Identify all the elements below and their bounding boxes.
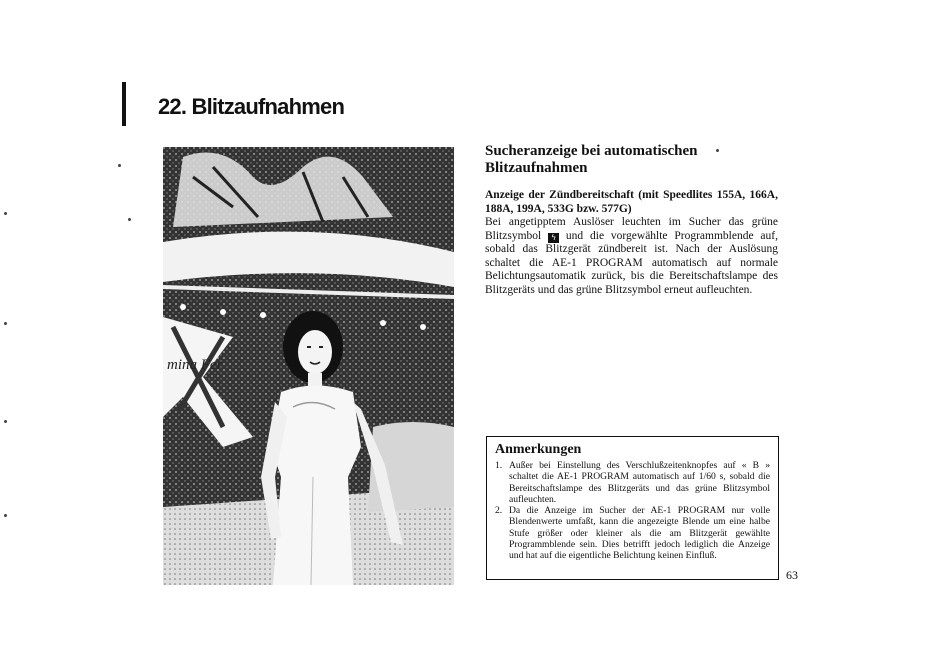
scan-speck [118,164,121,167]
sign-lettering: mina Fer [167,357,223,373]
right-column [485,143,778,297]
note-item [495,505,770,561]
note-number: 1. [495,460,503,471]
scan-speck [4,322,7,325]
scan-speck [4,514,7,517]
chapter-marker-bar [122,82,126,126]
page-number: 63 [786,568,798,582]
chapter-title: 22. Blitzaufnahmen [158,94,345,119]
section-title: Sucheranzeige bei automatischen Blitzaufnahmen [485,143,698,176]
notes-list [495,460,770,562]
flash-photo [163,147,454,585]
notes-title: Anmerkungen [495,442,582,457]
lightning-icon: ϟ [548,233,559,243]
notes-box [486,436,779,580]
note-text: Da die Anzeige im Sucher der AE-1 PROGRAM nur volle Blendenwerte umfaßt, kann die angezeigte Blende um eine halbe Stufe größer oder kleiner als die am Blitzgerät gewählte Programmblende sein. Dies betrifft jedoch lediglich die Anzeige und hat auf die eigentliche Belichtung keinen Einfluß. [509,505,770,562]
note-text: Außer bei Einstellung des Verschlußzeitenknopfes auf « B » schaltet die AE-1 PROGRAM automatisch auf 1/60 s, sobald die Bereitschaftslampe des Blitzgeräts und das grüne Blitzsymbol aufleuchten. [509,460,770,505]
note-number: 2. [495,505,503,517]
body-text-part-2: und die vorgewählte Programmblende auf, sobald das Blitzgerät zündbereit ist. Nach der Auslösung schaltet die AE-1 PROGRAM automatisch auf normale Belichtungsautomatik zurück, bis die Bereitschaftslampe des Blitzgeräts und das grüne Blitzsymbol erneut aufleuchten. [485,229,778,296]
body-text-part-1: Bei angetipptem Auslöser leuchten im Sucher das grüne Blitzsymbol [485,216,778,242]
scan-speck [128,218,131,221]
scan-speck [4,212,7,215]
section-subtitle: Anzeige der Zündbereitschaft (mit Speedlites 155A, 166A, 188A, 199A, 533G bzw. 577G) [485,189,778,215]
note-item [495,460,770,505]
section-body [485,216,778,297]
scan-speck [4,420,7,423]
